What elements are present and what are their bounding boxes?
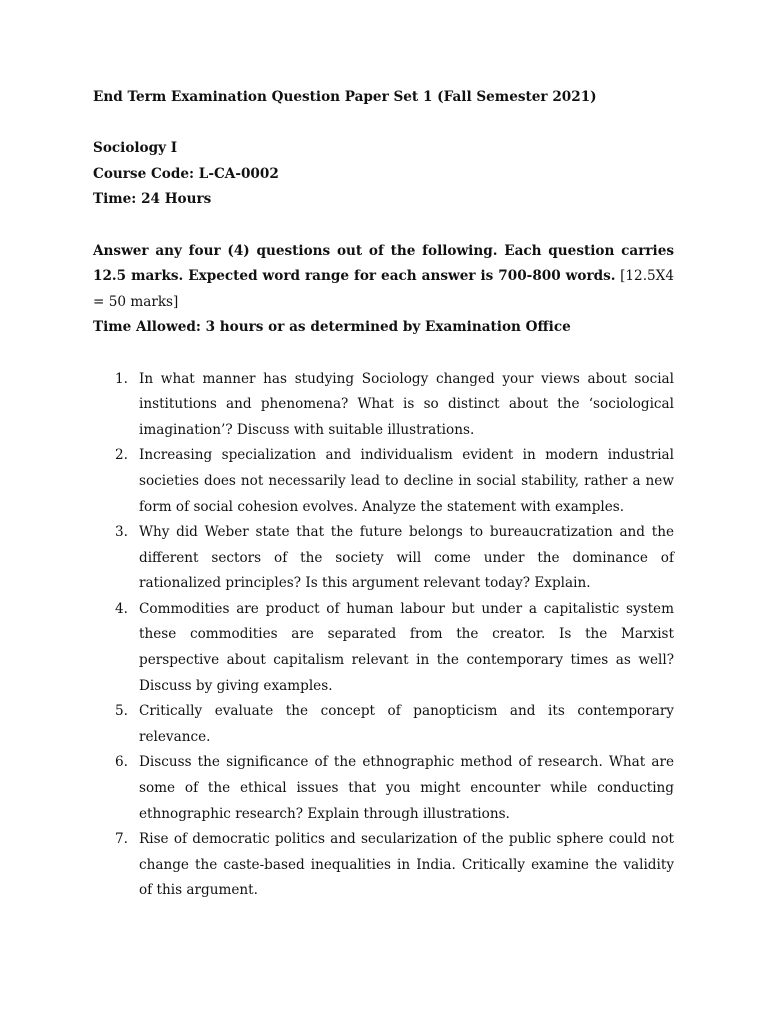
question-number: 3. <box>115 524 128 541</box>
question-item <box>93 750 674 827</box>
question-text: Rise of democratic politics and secularization of the public sphere could not change the caste-based inequalities in India. Critically examine the validity of this argument. <box>139 831 674 899</box>
question-text: Why did Weber state that the future belongs to bureaucratization and the different sectors of the society will come under the dominance of rationalized principles? Is this argument relevant today? Explain. <box>139 524 674 592</box>
question-text: Discuss the significance of the ethnographic method of research. What are some of the ethical issues that you might encounter while conducting ethnographic research? Explain through illustrations. <box>139 754 674 822</box>
course-code: Course Code: L-CA-0002 <box>93 165 279 182</box>
exam-paper <box>93 85 674 904</box>
instructions <box>93 239 674 316</box>
question-number: 6. <box>115 754 128 771</box>
question-number: 5. <box>115 703 128 720</box>
instructions-bold: Answer any four (4) questions out of the following. Each question carries 12.5 marks. Expected word range for each answer is 700-800 words. <box>93 242 674 285</box>
question-text: In what manner has studying Sociology changed your views about social institutions and phenomena? What is so distinct about the ‘sociological imagination’? Discuss with suitable illustrations. <box>139 370 674 438</box>
course-time: Time: 24 Hours <box>93 191 212 208</box>
question-number: 2. <box>115 447 128 464</box>
question-item <box>93 443 674 520</box>
course-details <box>93 136 674 213</box>
question-list <box>93 367 674 904</box>
course-name: Sociology I <box>93 140 178 157</box>
question-item <box>93 827 674 904</box>
time-allowed: Time Allowed: 3 hours or as determined by Examination Office <box>93 319 571 336</box>
question-item <box>93 699 674 750</box>
question-text: Increasing specialization and individualism evident in modern industrial societies does not necessarily lead to decline in social stability, rather a new form of social cohesion evolves. Analyze the statement with examples. <box>139 447 674 515</box>
page-title: End Term Examination Question Paper Set 1 (Fall Semester 2021) <box>93 89 597 105</box>
marks-note: [12.5X4 = 50 marks] <box>93 268 674 310</box>
question-item <box>93 367 674 444</box>
question-text: Commodities are product of human labour but under a capitalistic system these commodities are separated from the creator. Is the Marxist perspective about capitalism relevant in the contemporary times as well? Discuss by giving examples. <box>139 600 674 694</box>
question-number: 7. <box>115 831 128 848</box>
question-item <box>93 520 674 597</box>
question-number: 4. <box>115 600 128 617</box>
question-item <box>93 597 674 699</box>
question-number: 1. <box>115 370 128 387</box>
question-text: Critically evaluate the concept of panopticism and its contemporary relevance. <box>139 703 674 745</box>
